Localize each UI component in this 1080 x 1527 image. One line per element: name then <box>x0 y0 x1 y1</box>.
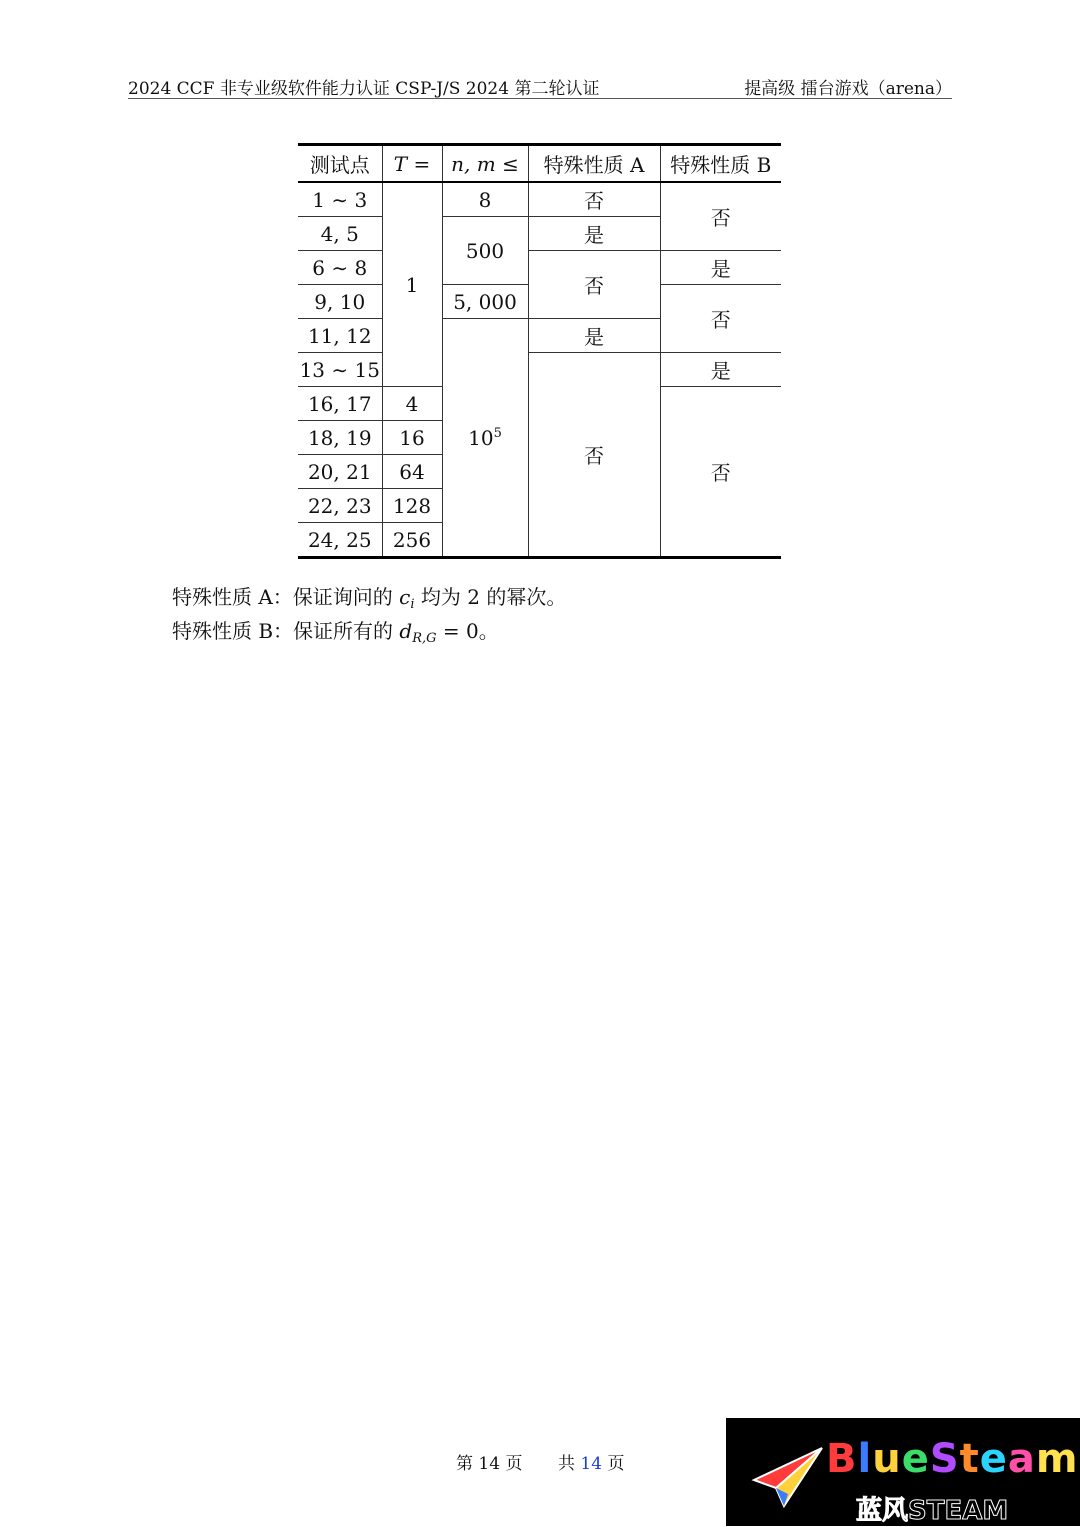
table-row <box>298 353 781 387</box>
cell-test-point: 4, 5 <box>298 217 382 251</box>
logo-letter: l <box>857 1436 873 1482</box>
cell-test-point: 20, 21 <box>298 455 382 489</box>
cell-nm: 8 <box>442 182 528 217</box>
test-data-table <box>298 143 781 559</box>
logo-letter: e <box>979 1436 1008 1482</box>
cell-property-b: 是 <box>660 251 781 285</box>
cell-property-a: 否 <box>528 182 660 217</box>
total-pages-link[interactable]: 14 <box>580 1454 603 1474</box>
note-property-a <box>172 580 566 614</box>
logo-subtitle: 蓝风STEAM <box>856 1496 1009 1526</box>
cell-T: 256 <box>382 523 442 558</box>
logo-letter: m <box>1035 1436 1079 1482</box>
page-header <box>128 72 952 99</box>
cell-property-b: 否 <box>660 182 781 251</box>
total-pages-prefix: 共 <box>558 1454 575 1474</box>
cell-test-point: 18, 19 <box>298 421 382 455</box>
logo-letter: t <box>959 1436 980 1482</box>
note-a-prefix: 特殊性质 A：保证询问的 <box>172 585 393 609</box>
header-property-b: 特殊性质 B <box>660 145 781 183</box>
logo-letter: S <box>929 1436 960 1482</box>
cell-property-a: 是 <box>528 217 660 251</box>
cell-test-point: 22, 23 <box>298 489 382 523</box>
table-row <box>298 251 781 285</box>
cell-test-point: 24, 25 <box>298 523 382 558</box>
header-problem: 提高级 擂台游戏（arena） <box>744 79 952 99</box>
cell-T: 16 <box>382 421 442 455</box>
cell-T: 4 <box>382 387 442 421</box>
header-nm: n, m ≤ <box>442 145 528 183</box>
cell-test-point: 9, 10 <box>298 285 382 319</box>
note-b-sub: R,G <box>412 631 437 646</box>
nm-exponent: 5 <box>493 425 502 441</box>
cell-T: 64 <box>382 455 442 489</box>
total-pages <box>558 1449 624 1474</box>
cell-property-b: 否 <box>660 285 781 353</box>
cell-test-point: 11, 12 <box>298 319 382 353</box>
cell-T: 1 <box>382 182 442 387</box>
header-test-point: 测试点 <box>298 145 382 183</box>
cell-property-a: 否 <box>528 251 660 319</box>
header-title: 2024 CCF 非专业级软件能力认证 CSP-J/S 2024 第二轮认证 <box>128 79 600 99</box>
logo-letter: B <box>826 1436 858 1482</box>
header-T: T = <box>382 145 442 183</box>
cell-T: 128 <box>382 489 442 523</box>
note-property-b <box>172 614 566 648</box>
bluesteam-logo <box>726 1418 1080 1526</box>
cell-property-a: 是 <box>528 319 660 353</box>
cell-test-point: 16, 17 <box>298 387 382 421</box>
logo-brand <box>826 1436 1079 1482</box>
cell-property-a: 否 <box>528 353 660 558</box>
note-b-prefix: 特殊性质 B：保证所有的 <box>172 619 394 643</box>
nm-base: 10 <box>468 425 494 450</box>
cell-property-b: 是 <box>660 353 781 387</box>
note-a-suffix: 均为 2 的幂次。 <box>420 585 567 609</box>
logo-letter: a <box>1007 1436 1036 1482</box>
total-pages-suffix: 页 <box>607 1454 625 1474</box>
current-page <box>456 1449 522 1474</box>
cell-nm: 500 <box>442 217 528 285</box>
cell-test-point: 13 ∼ 15 <box>298 353 382 387</box>
current-page-prefix: 第 <box>456 1454 473 1474</box>
cell-nm <box>442 319 528 558</box>
note-b-suffix: = 0。 <box>442 619 499 643</box>
cell-nm: 5, 000 <box>442 285 528 319</box>
paper-plane-icon <box>726 1418 826 1526</box>
notes <box>172 580 566 648</box>
header-property-a: 特殊性质 A <box>528 145 660 183</box>
table-row <box>298 182 781 217</box>
current-page-suffix: 页 <box>505 1454 523 1474</box>
cell-test-point: 6 ∼ 8 <box>298 251 382 285</box>
cell-property-b: 否 <box>660 387 781 558</box>
note-a-sub: i <box>410 597 415 612</box>
logo-letter: u <box>872 1436 902 1482</box>
note-a-var: c <box>399 585 411 609</box>
logo-letter: e <box>901 1436 930 1482</box>
note-b-var: d <box>399 619 413 643</box>
current-page-number: 14 <box>478 1454 501 1474</box>
table-header-row <box>298 145 781 183</box>
cell-test-point: 1 ∼ 3 <box>298 182 382 217</box>
